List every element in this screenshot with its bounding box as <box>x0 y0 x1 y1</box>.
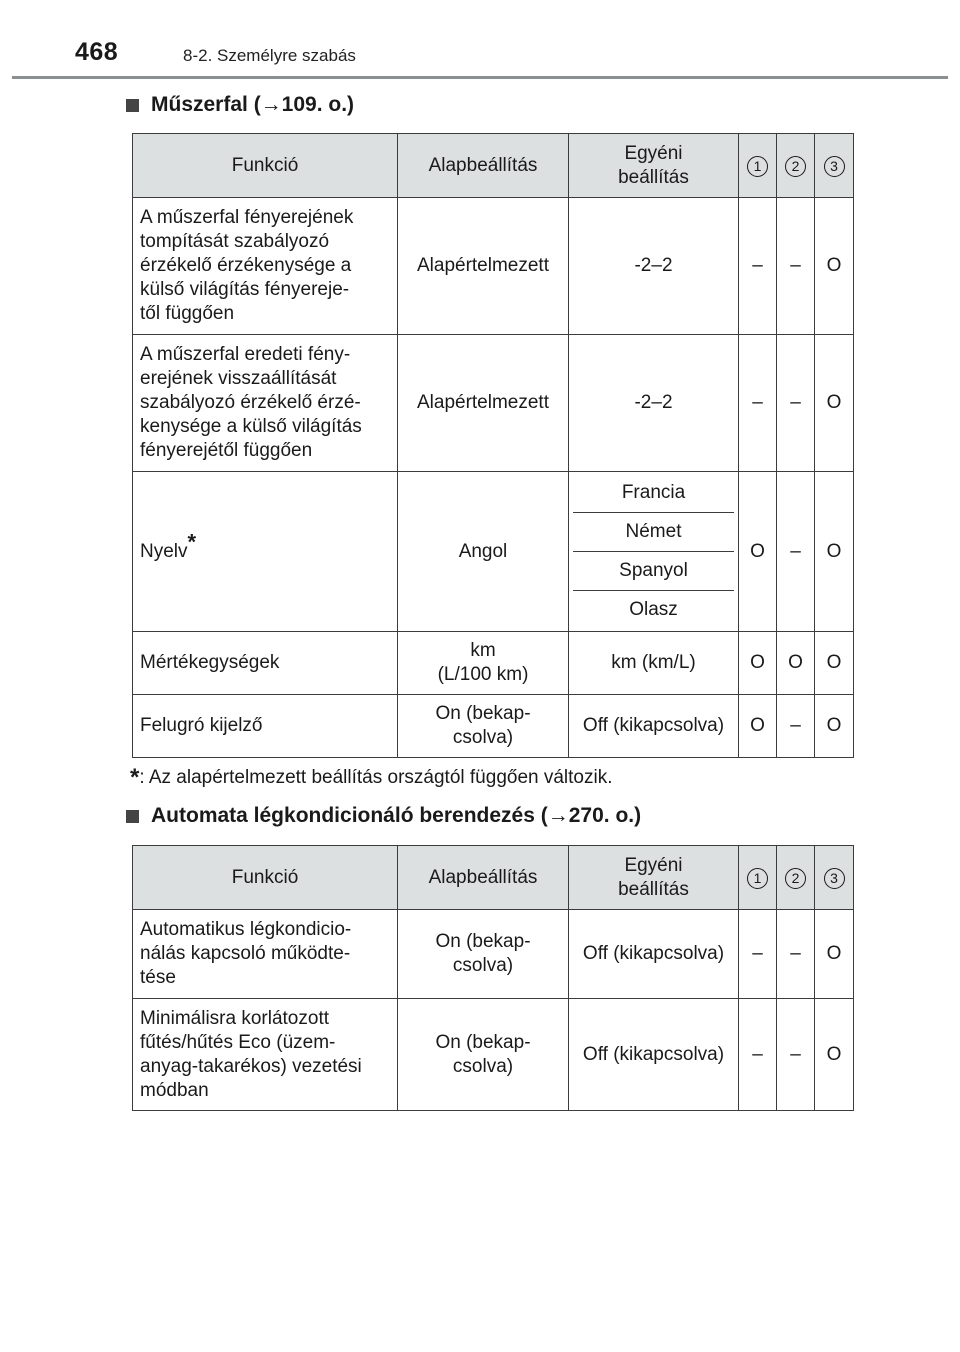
table-row <box>133 472 854 632</box>
circled-2-icon: 2 <box>785 868 806 889</box>
table-row <box>133 999 854 1111</box>
cell-m3: O <box>815 910 854 999</box>
option-item: Francia <box>573 474 734 513</box>
table-row <box>133 695 854 758</box>
square-bullet-icon <box>126 99 139 112</box>
col-default: Alapbeállítás <box>398 134 569 198</box>
cell-default: On (bekap- csolva) <box>398 695 569 758</box>
cell-m3: O <box>815 695 854 758</box>
col-default: Alapbeállítás <box>398 846 569 910</box>
option-item: Spanyol <box>573 552 734 591</box>
table-row <box>133 910 854 999</box>
cell-m2: – <box>777 335 815 472</box>
circled-2-icon: 2 <box>785 156 806 177</box>
cell-m2: – <box>777 472 815 632</box>
cell-m3: O <box>815 198 854 335</box>
cell-m2: O <box>777 632 815 695</box>
circled-3-icon: 3 <box>824 156 845 177</box>
cell-custom: km (km/L) <box>569 632 739 695</box>
section-title-text: Automata légkondicionáló berendezés (→270. o.) <box>151 804 642 827</box>
cell-m1: O <box>739 632 777 695</box>
cell-m2: – <box>777 999 815 1111</box>
col-method-3 <box>815 846 854 910</box>
section-title-text: Műszerfal (→109. o.) <box>151 93 355 116</box>
cell-custom: Off (kikapcsolva) <box>569 999 739 1111</box>
cell-default: Alapértelmezett <box>398 335 569 472</box>
cell-m2: – <box>777 910 815 999</box>
option-item: Német <box>573 513 734 552</box>
col-method-3 <box>815 134 854 198</box>
circled-1-icon: 1 <box>747 156 768 177</box>
climate-control-table <box>132 845 854 1111</box>
cell-m3: O <box>815 472 854 632</box>
cell-custom: Off (kikapcsolva) <box>569 910 739 999</box>
section-title-instrument-panel <box>126 93 354 117</box>
cell-function: Mértékegységek <box>133 632 398 695</box>
cell-function: Automatikus légkondicio- nálás kapcsoló működte- tése <box>133 910 398 999</box>
cell-custom: -2–2 <box>569 198 739 335</box>
col-custom: Egyéni beállítás <box>569 134 739 198</box>
circled-1-icon: 1 <box>747 868 768 889</box>
table-row <box>133 198 854 335</box>
circled-3-icon: 3 <box>824 868 845 889</box>
col-method-2 <box>777 134 815 198</box>
table-header-row <box>133 846 854 910</box>
cell-m1: O <box>739 695 777 758</box>
page-header <box>0 0 960 80</box>
cell-m3: O <box>815 632 854 695</box>
cell-m3: O <box>815 335 854 472</box>
cell-m3: O <box>815 999 854 1111</box>
col-method-1 <box>739 846 777 910</box>
cell-m1: – <box>739 198 777 335</box>
col-function: Funkció <box>133 846 398 910</box>
cell-custom-options <box>569 472 739 632</box>
table-row <box>133 632 854 695</box>
table-row <box>133 335 854 472</box>
cell-function: A műszerfal fényerejének tompítását szabályozó érzékelő érzékenysége a külső világítás fényereje- től függően <box>133 198 398 335</box>
cell-function: Minimálisra korlátozott fűtés/hűtés Eco (üzem- anyag-takarékos) vezetési módban <box>133 999 398 1111</box>
cell-function <box>133 472 398 632</box>
cell-default: On (bekap- csolva) <box>398 999 569 1111</box>
section-title-climate-control <box>126 804 641 828</box>
option-item: Olasz <box>629 599 678 620</box>
cell-custom: Off (kikapcsolva) <box>569 695 739 758</box>
footnote-mark: * <box>187 529 197 555</box>
table-header-row <box>133 134 854 198</box>
cell-m2: – <box>777 695 815 758</box>
cell-default: Alapértelmezett <box>398 198 569 335</box>
col-custom: Egyéni beállítás <box>569 846 739 910</box>
square-bullet-icon <box>126 810 139 823</box>
cell-m1: O <box>739 472 777 632</box>
cell-default: On (bekap- csolva) <box>398 910 569 999</box>
cell-m2: – <box>777 198 815 335</box>
cell-function: Felugró kijelző <box>133 695 398 758</box>
language-label: Nyelv <box>140 540 188 562</box>
col-method-2 <box>777 846 815 910</box>
instrument-panel-table <box>132 133 854 758</box>
header-rule <box>12 76 948 79</box>
cell-m1: – <box>739 335 777 472</box>
chapter-title: 8-2. Személyre szabás <box>183 46 356 65</box>
cell-default: Angol <box>398 472 569 632</box>
cell-custom: -2–2 <box>569 335 739 472</box>
footnote <box>130 764 613 792</box>
cell-default: km (L/100 km) <box>398 632 569 695</box>
col-function: Funkció <box>133 134 398 198</box>
col-method-1 <box>739 134 777 198</box>
cell-m1: – <box>739 910 777 999</box>
cell-m1: – <box>739 999 777 1111</box>
footnote-text: : Az alapértelmezett beállítás országtól függően változik. <box>139 767 613 788</box>
cell-function: A műszerfal eredeti fény- erejének visszaállítását szabályozó érzékelő érzé- kenysége a külső világítás fényerejétől függően <box>133 335 398 472</box>
footnote-mark: * <box>130 764 140 791</box>
page-number: 468 <box>75 38 119 66</box>
